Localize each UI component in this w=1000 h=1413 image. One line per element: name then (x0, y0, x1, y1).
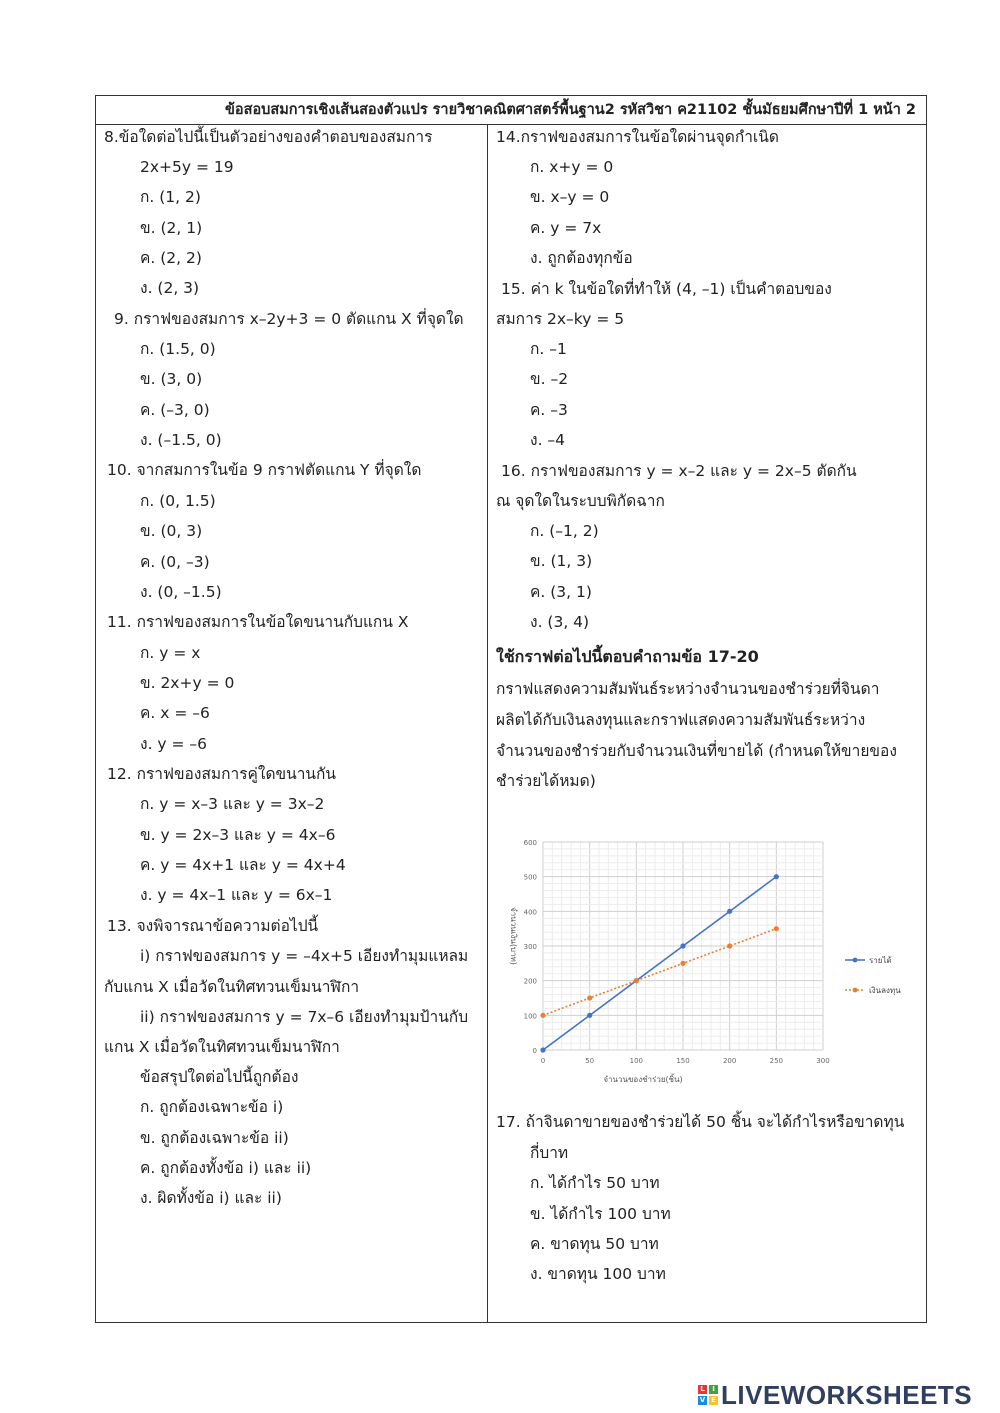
right-line: ค. ขาดทุน 50 บาท (530, 1235, 659, 1253)
data-point (540, 1013, 545, 1018)
liveworksheets-logo (698, 1379, 973, 1410)
left-line: ค. ถูกต้องทั้งข้อ i) และ ii) (140, 1159, 312, 1177)
left-line: ง. ผิดทั้งข้อ i) และ ii) (140, 1189, 282, 1207)
x-tick-label: 100 (629, 1057, 644, 1065)
data-point (680, 943, 685, 948)
data-point (634, 978, 639, 983)
left-line: ก. y = x–3 และ y = 3x–2 (140, 795, 325, 813)
right-line: กราฟแสดงความสัมพันธ์ระหว่างจำนวนของชำร่วยที่จินดา (496, 680, 880, 698)
logo-tile: I (709, 1385, 718, 1394)
y-tick-label: 300 (523, 943, 537, 951)
right-line: ก. ได้กำไร 50 บาท (530, 1174, 660, 1192)
left-line: ก. (0, 1.5) (140, 492, 216, 510)
logo-tile: V (699, 1396, 706, 1404)
right-question: 15. ค่า k ในข้อใดที่ทำให้ (4, –1) เป็นคำตอบของ (501, 280, 832, 298)
left-line: ค. (0, –3) (140, 553, 210, 571)
data-point (727, 909, 732, 914)
left-line: ข. (2, 1) (140, 219, 203, 237)
x-tick-label: 50 (585, 1057, 595, 1065)
left-line: ค. (2, 2) (140, 249, 202, 267)
right-line: ง. ถูกต้องทุกข้อ (530, 249, 633, 267)
left-line: แกน X เมื่อวัดในทิศทวนเข็มนาฬิกา (104, 1038, 340, 1056)
y-tick-label: 600 (523, 839, 537, 847)
right-line: ข. ได้กำไร 100 บาท (530, 1205, 671, 1223)
left-line: ข. ถูกต้องเฉพาะข้อ ii) (140, 1129, 289, 1147)
x-tick-label: 300 (816, 1057, 830, 1065)
left-line: ง. y = –6 (140, 735, 208, 753)
logo-tile: E (709, 1396, 718, 1405)
left-line: ข. (3, 0) (140, 370, 203, 388)
left-line: ง. (2, 3) (140, 279, 200, 297)
right-line: ง. (3, 4) (530, 613, 590, 631)
y-axis-label: จำนวนเงิน(บาท) (509, 907, 518, 965)
data-point (540, 1047, 545, 1052)
right-line: จำนวนของชำร่วยกับจำนวนเงินที่ขายได้ (กำหนดให้ขายของ (496, 742, 897, 760)
page-header: ข้อสอบสมการเชิงเส้นสองตัวแปร รายวิชาคณิตศาสตร์พื้นฐาน2 รหัสวิชา ค21102 ชั้นมัธยมศึกษาปีที่ 1 หน้า 2 (96, 96, 926, 125)
right-line: สมการ 2x–ky = 5 (496, 310, 625, 328)
x-tick-label: 0 (540, 1057, 546, 1065)
logo-tile: L (698, 1385, 707, 1394)
left-question: 10. จากสมการในข้อ 9 กราฟตัดแกน Y ที่จุดใด (107, 461, 422, 479)
x-tick-label: 250 (769, 1057, 784, 1065)
left-line: ข. 2x+y = 0 (140, 674, 235, 692)
right-question: 17. ถ้าจินดาขายของชำร่วยได้ 50 ชิ้น จะได้กำไรหรือขาดทุน (496, 1113, 905, 1131)
data-point (774, 926, 779, 931)
logo-tiles (698, 1385, 718, 1405)
series-line-0 (543, 877, 776, 1050)
left-line: ก. y = x (140, 644, 201, 662)
left-question: 9. กราฟของสมการ x–2y+3 = 0 ตัดแกน X ที่จุดใด (114, 310, 464, 328)
worksheet-page (95, 95, 927, 1323)
right-question: 16. กราฟของสมการ y = x–2 และ y = 2x–5 ตัดกัน (501, 462, 857, 480)
data-point (587, 995, 592, 1000)
left-line: ก. (1, 2) (140, 188, 201, 206)
left-question: 11. กราฟของสมการในข้อใดขนานกับแกน X (107, 613, 409, 631)
left-line: ข. y = 2x–3 และ y = 4x–6 (140, 826, 336, 844)
legend-marker (853, 988, 858, 993)
x-tick-label: 150 (676, 1057, 690, 1065)
right-line: ชำร่วยได้หมด) (496, 772, 596, 790)
right-line: ก. –1 (530, 340, 567, 358)
left-line: ก. (1.5, 0) (140, 340, 216, 358)
right-line: ง. –4 (530, 431, 566, 449)
left-line: ง. (–1.5, 0) (140, 431, 222, 449)
left-line: ii) กราฟของสมการ y = 7x–6 เอียงทำมุมป้านกับ (140, 1008, 469, 1026)
logo-text: LIVEWORKSHEETS (721, 1379, 973, 1410)
column-divider (487, 124, 488, 1322)
left-line: ค. y = 4x+1 และ y = 4x+4 (140, 856, 346, 874)
left-line: 2x+5y = 19 (140, 158, 234, 176)
right-line: ก. (–1, 2) (530, 522, 599, 540)
left-question: 12. กราฟของสมการคู่ใดขนานกัน (107, 765, 337, 783)
data-point (587, 1013, 592, 1018)
left-line: ง. (0, –1.5) (140, 583, 222, 601)
right-line: กี่บาท (530, 1144, 569, 1162)
y-tick-label: 0 (532, 1047, 537, 1055)
right-line: ข. x–y = 0 (530, 188, 610, 206)
right-line: ผลิตได้กับเงินลงทุนและกราฟแสดงความสัมพันธ์ระหว่าง (496, 711, 866, 729)
series-line-1 (543, 929, 776, 1016)
y-tick-label: 400 (523, 908, 537, 917)
right-line: ข. –2 (530, 370, 569, 388)
x-axis-label: จำนวนของชำร่วย(ชิ้น) (603, 1075, 683, 1084)
left-line: i) กราฟของสมการ y = –4x+5 เอียงทำมุมแหลม (140, 947, 469, 965)
y-tick-label: 100 (523, 1012, 537, 1021)
section-heading: ใช้กราฟต่อไปนี้ตอบคำถามข้อ 17-20 (496, 647, 759, 666)
right-line: ข. (1, 3) (530, 552, 593, 570)
right-line: ค. –3 (530, 401, 568, 419)
left-line: ก. ถูกต้องเฉพาะข้อ i) (140, 1098, 284, 1116)
legend-marker (853, 958, 858, 963)
left-line: กับแกน X เมื่อวัดในทิศทวนเข็มนาฬิกา (104, 978, 360, 996)
left-line: ค. x = –6 (140, 704, 210, 722)
right-line: ค. (3, 1) (530, 583, 592, 601)
x-tick-label: 200 (722, 1057, 737, 1065)
y-tick-label: 500 (523, 873, 537, 882)
left-question: 8.ข้อใดต่อไปนี้เป็นตัวอย่างของคำตอบของสมการ (104, 128, 433, 146)
left-line: ค. (–3, 0) (140, 401, 210, 419)
data-point (680, 961, 685, 966)
data-point (727, 943, 732, 948)
data-point (774, 874, 779, 879)
left-line: ข. (0, 3) (140, 522, 203, 540)
right-question: 14.กราฟของสมการในข้อใดผ่านจุดกำเนิด (496, 128, 779, 146)
left-line: ง. y = 4x–1 และ y = 6x–1 (140, 886, 333, 904)
left-line: ข้อสรุปใดต่อไปนี้ถูกต้อง (140, 1068, 299, 1086)
left-question: 13. จงพิจารณาข้อความต่อไปนี้ (107, 917, 319, 935)
right-line: ก. x+y = 0 (530, 158, 614, 176)
y-tick-label: 200 (523, 977, 537, 986)
right-line: ค. y = 7x (530, 219, 602, 237)
right-line: ณ จุดใดในระบบพิกัดฉาก (496, 492, 665, 510)
legend-label: เงินลงทุน (869, 986, 901, 995)
right-line: ง. ขาดทุน 100 บาท (530, 1265, 666, 1283)
legend-label: รายได้ (869, 956, 892, 965)
